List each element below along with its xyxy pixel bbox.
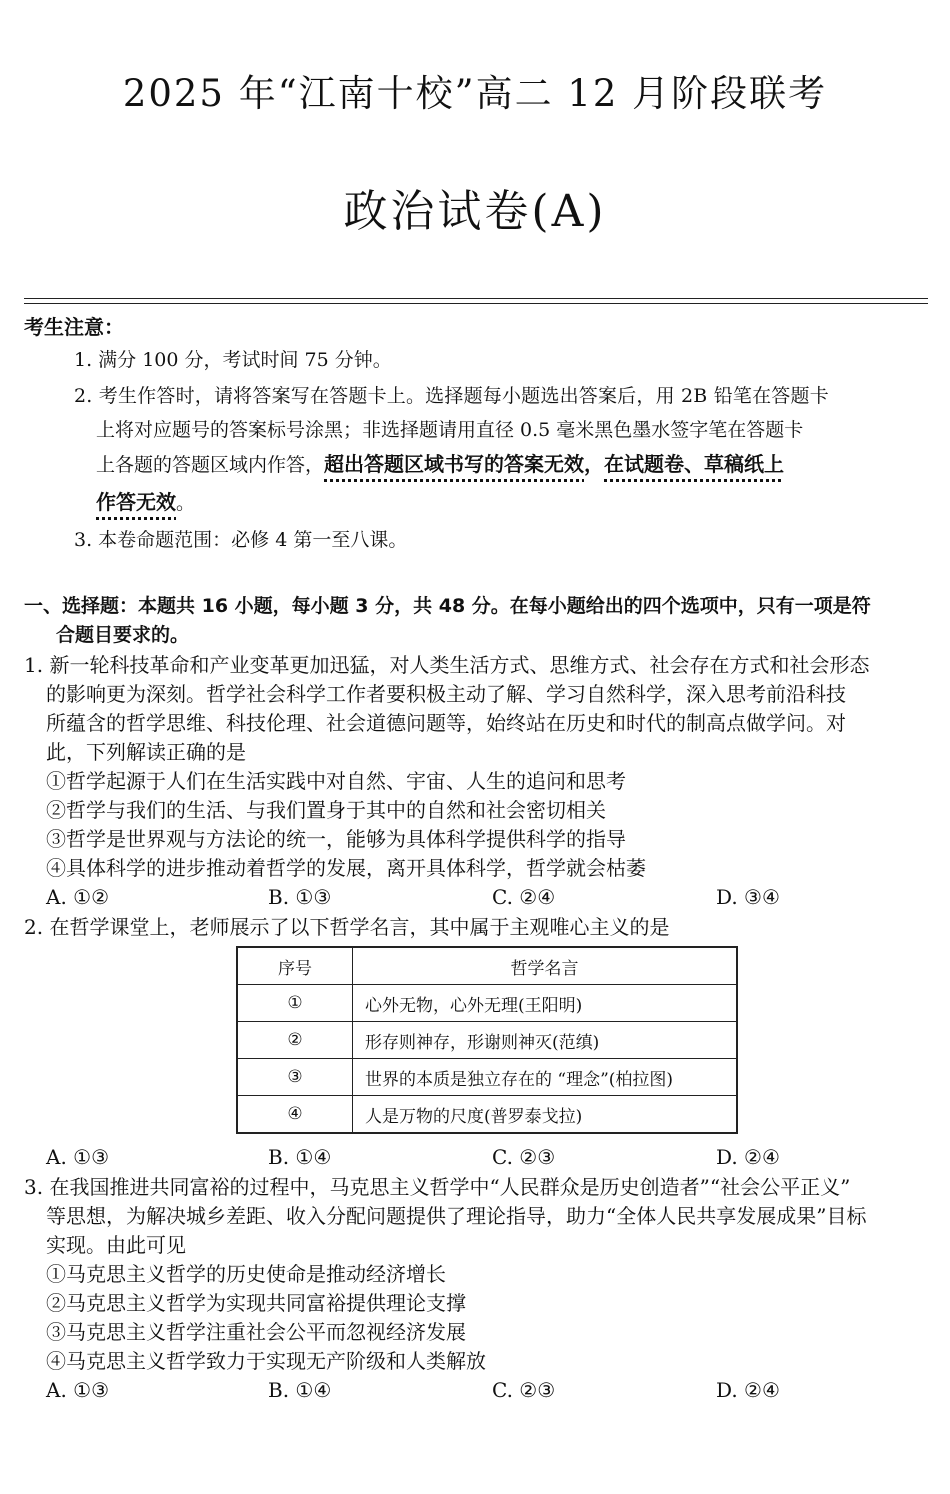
notice-item-2-line1: 2. 考生作答时，请将答案写在答题卡上。选择题每小题选出答案后，用 2B 铅笔在答题卡 [74, 385, 829, 407]
table-cell-no: ③ [237, 1059, 353, 1096]
q2-option-c: C. ②③ [492, 1145, 556, 1169]
q1-stem-line4: 此，下列解读正确的是 [46, 740, 246, 764]
q1-statement-1: ①哲学起源于人们在生活实践中对自然、宇宙、人生的追问和思考 [46, 769, 626, 793]
notice-item-2-line3 [96, 450, 784, 479]
notice-item-3: 3. 本卷命题范围：必修 4 第一至八课。 [74, 529, 408, 551]
q3-statement-3: ③马克思主义哲学注重社会公平而忽视经济发展 [46, 1320, 466, 1344]
q3-stem-line2: 等思想，为解决城乡差距、收入分配问题提供了理论指导，助力“全体人民共享发展成果”目标 [46, 1204, 867, 1228]
section-heading-line2: 合题目要求的。 [56, 624, 190, 646]
q3-option-d: D. ②④ [716, 1378, 780, 1402]
q1-statement-3: ③哲学是世界观与方法论的统一，能够为具体科学提供科学的指导 [46, 827, 626, 851]
q1-option-a: A. ①② [46, 885, 110, 909]
table-header-no: 序号 [237, 947, 353, 985]
table-cell-quote: 形存则神存，形谢则神灭(范缜) [353, 1022, 738, 1059]
table-cell-quote: 心外无物，心外无理(王阳明) [353, 985, 738, 1022]
exam-title: 2025 年“江南十校”高二 12 月阶段联考 [122, 72, 828, 115]
q1-statement-2: ②哲学与我们的生活、与我们置身于其中的自然和社会密切相关 [46, 798, 606, 822]
exam-subtitle: 政治试卷(A) [343, 186, 607, 237]
section-heading-line1: 一、选择题：本题共 16 小题，每小题 3 分，共 48 分。在每小题给出的四个选项中，只有一项是符 [24, 595, 871, 617]
table-header-row [237, 947, 737, 985]
notice-heading: 考生注意： [24, 315, 124, 339]
table-cell-no: ② [237, 1022, 353, 1059]
quote-table [236, 946, 738, 1134]
q3-option-a: A. ①③ [46, 1378, 110, 1402]
notice-item-1: 1. 满分 100 分，考试时间 75 分钟。 [74, 349, 392, 371]
table-row [237, 1059, 737, 1096]
divider-bottom [24, 303, 928, 304]
table-cell-quote: 人是万物的尺度(普罗泰戈拉) [353, 1096, 738, 1134]
q3-stem-line1: 3. 在我国推进共同富裕的过程中，马克思主义哲学中“人民群众是历史创造者”“社会公平正义” [24, 1175, 851, 1199]
table-cell-no: ① [237, 985, 353, 1022]
notice-item-2-line4 [96, 488, 195, 517]
q1-stem-line2: 的影响更为深刻。哲学社会科学工作者要积极主动了解、学习自然科学，深入思考前沿科技 [46, 682, 846, 706]
q2-option-a: A. ①③ [46, 1145, 110, 1169]
table-row [237, 1022, 737, 1059]
q1-stem-line3: 所蕴含的哲学思维、科技伦理、社会道德问题等，始终站在历史和时代的制高点做学问。对 [46, 711, 846, 735]
q3-statement-4: ④马克思主义哲学致力于实现无产阶级和人类解放 [46, 1349, 486, 1373]
q3-statement-1: ①马克思主义哲学的历史使命是推动经济增长 [46, 1262, 446, 1286]
q1-option-d: D. ③④ [716, 885, 780, 909]
q1-option-c: C. ②④ [492, 885, 556, 909]
notice-end-mark: 。 [176, 492, 196, 514]
notice-separator: ， [584, 452, 605, 476]
q1-stem-line1: 1. 新一轮科技革命和产业变革更加迅猛，对人类生活方式、思维方式、社会存在方式和社会形态 [24, 653, 870, 677]
q3-option-b: B. ①④ [268, 1378, 332, 1402]
notice-plain-text: 上各题的答题区域内作答， [96, 454, 325, 476]
q1-statement-4: ④具体科学的进步推动着哲学的发展，离开具体科学，哲学就会枯萎 [46, 856, 646, 880]
divider-top [24, 298, 928, 299]
notice-emphasis-2: 在试题卷、草稿纸上 [604, 452, 785, 476]
notice-item-2-line2: 上将对应题号的答案标号涂黑；非选择题请用直径 0.5 毫米黑色墨水签字笔在答题卡 [96, 419, 804, 441]
table-row [237, 1096, 737, 1134]
table-header-quote: 哲学名言 [353, 947, 738, 985]
table-cell-quote: 世界的本质是独立存在的 “理念”(柏拉图) [353, 1059, 738, 1096]
q2-option-b: B. ①④ [268, 1145, 332, 1169]
notice-emphasis-1: 超出答题区域书写的答案无效 [324, 452, 585, 476]
table-row [237, 985, 737, 1022]
q3-statement-2: ②马克思主义哲学为实现共同富裕提供理论支撑 [46, 1291, 466, 1315]
q1-option-b: B. ①③ [268, 885, 332, 909]
q2-stem: 2. 在哲学课堂上，老师展示了以下哲学名言，其中属于主观唯心主义的是 [24, 915, 670, 939]
q3-option-c: C. ②③ [492, 1378, 556, 1402]
table-cell-no: ④ [237, 1096, 353, 1134]
q3-stem-line3: 实现。由此可见 [46, 1233, 186, 1257]
notice-emphasis-3: 作答无效 [96, 490, 176, 514]
q2-option-d: D. ②④ [716, 1145, 780, 1169]
